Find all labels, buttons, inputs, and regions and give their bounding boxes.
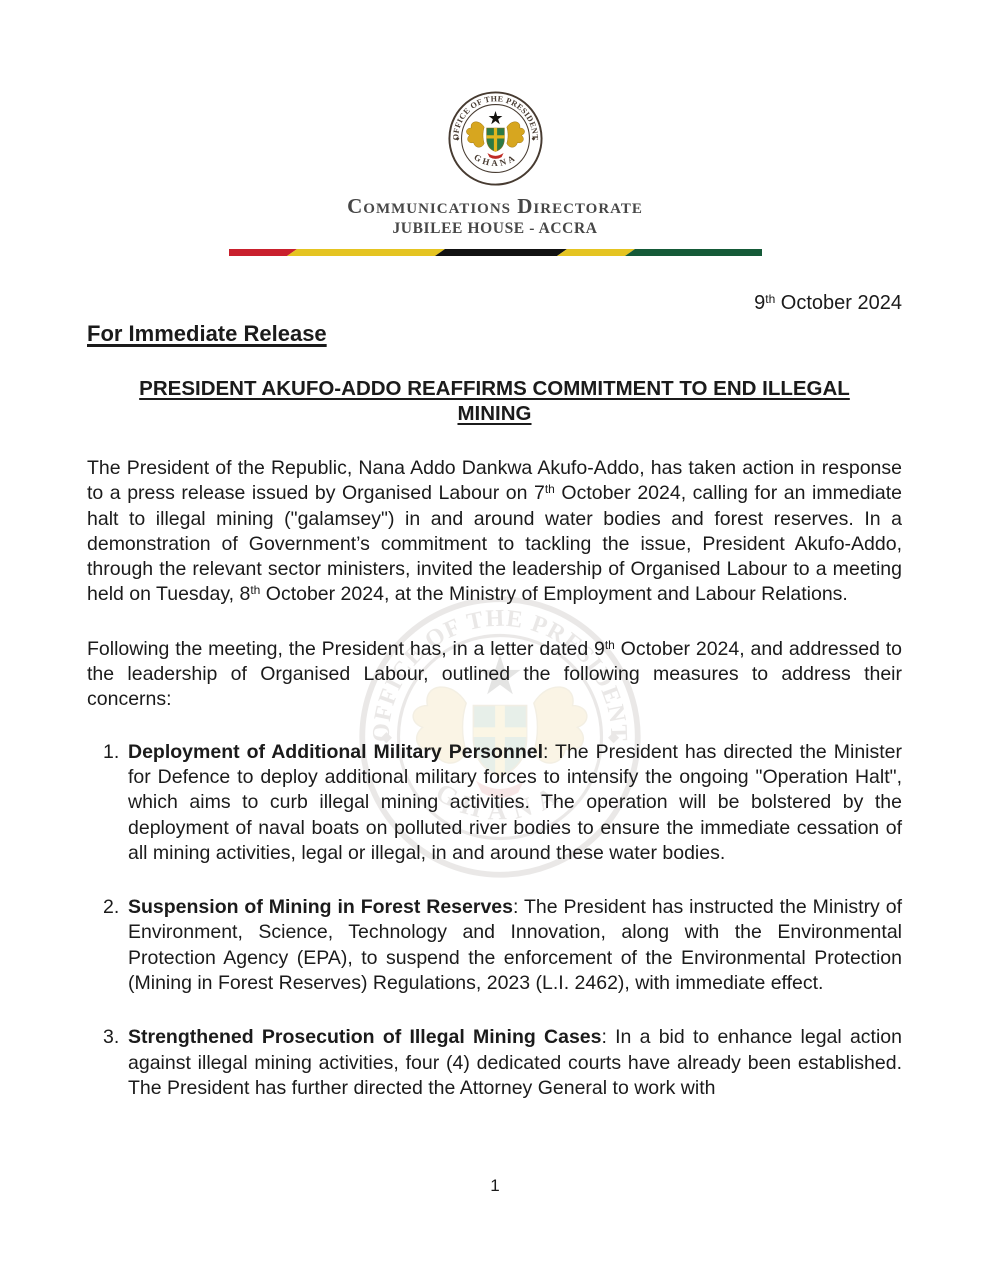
item-text: Deployment of Additional Military Personnel: The President has directed the Minister for Defence to deploy additional military forces to intensify the ongoing "Operation Halt", which aims to curb illegal mining activities. The operation will be bolstered by the deployment of naval boats on polluted river bodies to ensure the immediate cessation of all mining activities, legal or illegal, in and around these water bodies.	[128, 740, 902, 864]
document-title-line1: PRESIDENT AKUFO-ADDO REAFFIRMS COMMITMENT TO END ILLEGAL	[139, 377, 850, 400]
item-number: 2.	[103, 896, 120, 919]
document-body	[0, 292, 990, 1101]
release-line: For Immediate Release	[87, 321, 327, 346]
item-text: Suspension of Mining in Forest Reserves: The President has instructed the Ministry of Environment, Science, Technology and Innovation, along with the Environmental Protection Agency (EPA), to suspend the enforcement of the Environmental Protection (Mining in Forest Reserves) Regulations, 2023 (L.I. 2462), with immediate effect.	[128, 896, 902, 995]
presidential-seal-icon	[447, 90, 544, 187]
item-text: Strengthened Prosecution of Illegal Mining Cases: In a bid to enhance legal action against illegal mining activities, four (4) dedicated courts have already been established. The President has further directed the Attorney General to work with	[128, 1026, 902, 1099]
measures-list	[87, 740, 902, 1102]
list-item-3	[87, 1025, 902, 1101]
body-paragraph-2: Following the meeting, the President has, in a letter dated 9th October 2024, and addressed to the leadership of Organised Labour, outlined the following measures to address their concerns:	[87, 637, 902, 711]
list-item-1	[87, 740, 902, 866]
ghana-flag-bar	[229, 249, 762, 256]
item-number: 3.	[103, 1026, 120, 1049]
document-title	[87, 376, 902, 426]
body-paragraph-1: The President of the Republic, Nana Addo Dankwa Akufo-Addo, has taken action in response to a press release issued by Organised Labour on 7th October 2024, calling for an immediate halt to illegal mining ("galamsey") in and around water bodies and forest reserves. In a demonstration of Government’s commitment to tackling the issue, President Akufo-Addo, through the relevant sector ministers, invited the leadership of Organised Labour to a meeting held on Tuesday, 8th October 2024, at the Ministry of Employment and Labour Relations.	[87, 457, 902, 606]
flag-segment-black	[435, 249, 567, 256]
flag-segment-gold-1	[287, 249, 445, 256]
flag-segment-green	[625, 249, 762, 256]
flag-segment-gold-2	[557, 249, 635, 256]
release-date: 9th October 2024	[754, 292, 902, 314]
item-number: 1.	[103, 740, 120, 763]
list-item-2	[87, 895, 902, 996]
document-title-line2: MINING	[457, 402, 532, 425]
page-number: 1	[490, 1176, 500, 1195]
org-name-line1: Communications Directorate	[347, 194, 643, 218]
org-name-line2: JUBILEE HOUSE - ACCRA	[392, 220, 598, 237]
